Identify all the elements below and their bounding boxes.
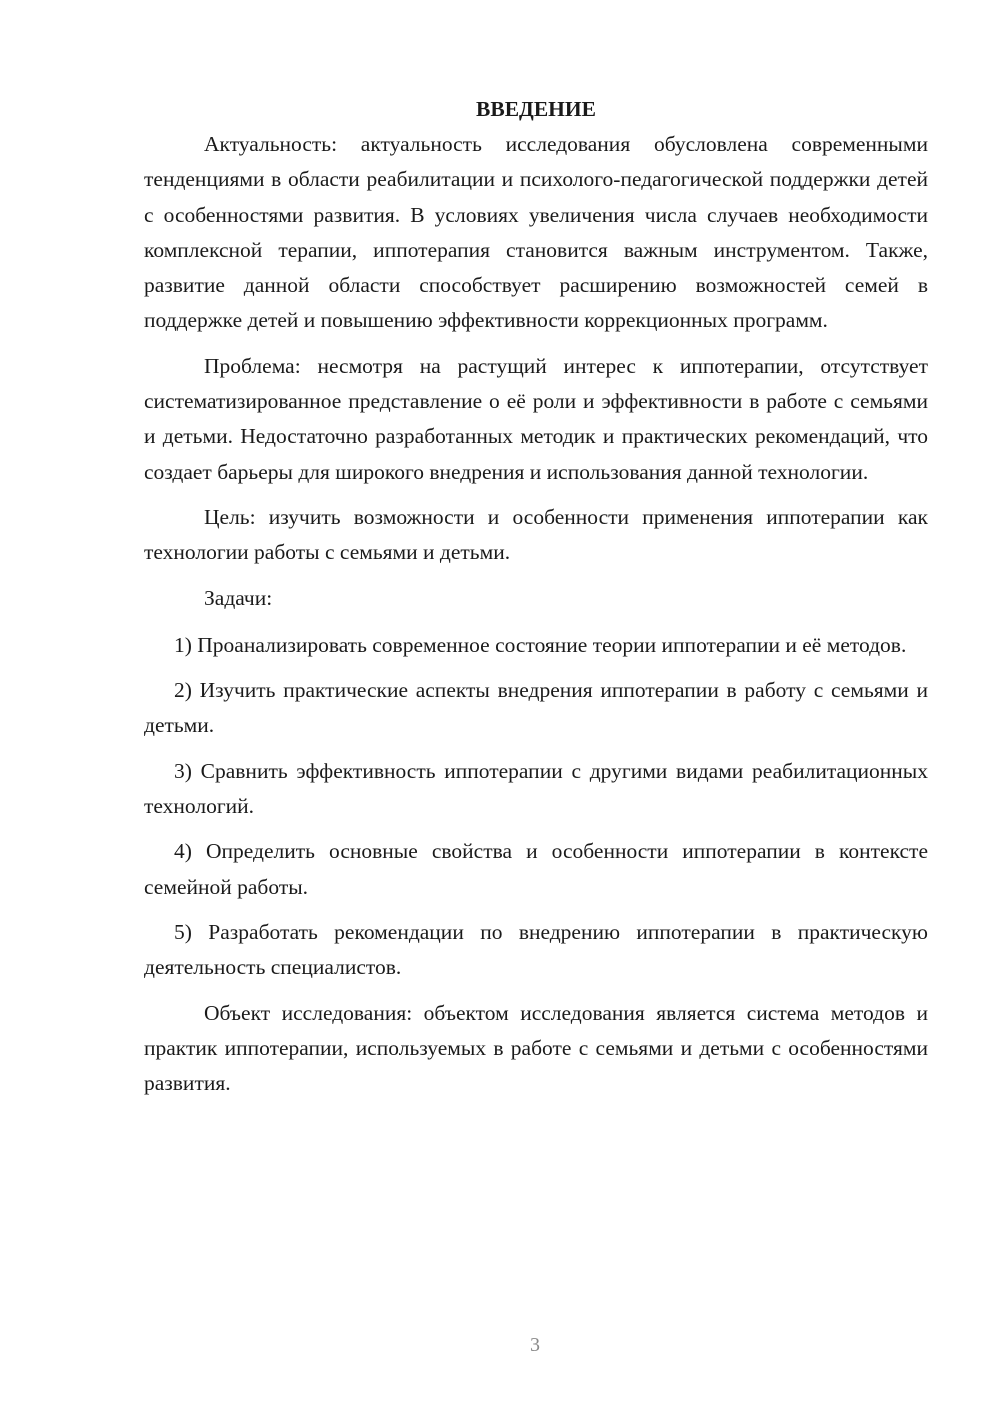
document-page: [144, 92, 928, 1111]
task-item: 4) Определить основные свойства и особенности иппотерапии в контексте семейной работы.: [144, 839, 928, 899]
task-item: 3) Сравнить эффективность иппотерапии с другими видами реабилитационных технологий.: [144, 758, 928, 819]
task-item: 2) Изучить практические аспекты внедрения иппотерапии в работу с семьями и детьми.: [144, 678, 928, 738]
task-item: 5) Разработать рекомендации по внедрению иппотерапии в практическую деятельность специалистов.: [144, 919, 928, 980]
object-paragraph: Объект исследования: объектом исследования является система методов и практик иппотерапии, используемых в работе с семьями и детьми с особенностями развития.: [144, 1000, 928, 1096]
problem-paragraph: Проблема: несмотря на растущий интерес к иппотерапии, отсутствует систематизированное представление о её роли и эффективности в работе с семьями и детьми. Недостаточно разработанных методик и практических рекомендаций, что создает барьеры для широкого внедрения и использования данной технологии.: [144, 353, 928, 484]
section-title: ВВЕДЕНИЕ: [476, 97, 596, 121]
tasks-label: Задачи:: [204, 585, 273, 610]
goal-paragraph: Цель: изучить возможности и особенности применения иппотерапии как технологии работы с семьями и детьми.: [144, 504, 928, 565]
relevance-paragraph: Актуальность: актуальность исследования обусловлена современными тенденциями в области реабилитации и психолого-педагогической поддержки детей с особенностями развития. В условиях увеличения числа случаев необходимости комплексной терапии, иппотерапия становится важным инструментом. Также, развитие данной области способствует расширению возможностей семей в поддержке детей и повышению эффективности коррекционных программ.: [144, 132, 928, 333]
task-item: 1) Проанализировать современное состояние теории иппотерапии и её методов.: [174, 632, 907, 657]
page-number: 3: [530, 1334, 540, 1356]
